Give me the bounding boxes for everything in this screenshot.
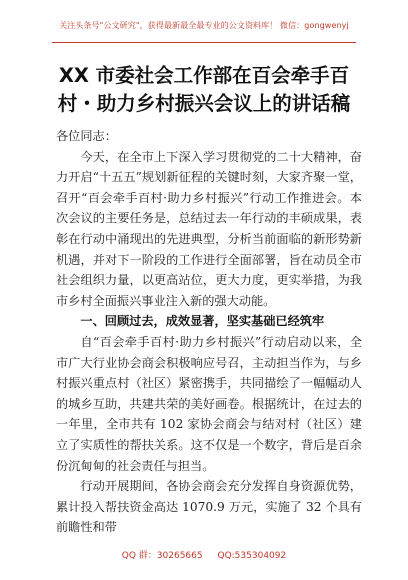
document-title: XX 市委社会工作部在百会牵手百村・助力乡村振兴会议上的讲话稿 bbox=[57, 64, 351, 115]
footer-contact bbox=[0, 548, 408, 561]
header-divider bbox=[52, 42, 356, 43]
intro-paragraph: 今天，在全市上下深入学习贯彻党的二十大精神，奋力开启“十五五”规划新征程的关键时刻，大家齐聚一堂，召开“百会牵手百村·助力乡村振兴”行动工作推进会。本次会议的主要任务是，总结过去一年行动的丰硕成果，表彰在行动中涌现出的先进典型，分析当前面临的新形势新机遇，并对下一阶段的工作进行全面部署，旨在动员全市社会组织力量，以更高站位，更大力度，更实举措，为我市乡村全面振兴事业注入新的强大动能。 bbox=[56, 149, 362, 308]
section1-paragraph-1: 自“百会牵手百村·助力乡村振兴”行动启动以来，全市广大行业协会商会积极响应号召，主动担当作为，与乡村振兴重点村（社区）紧密携手，共同描绘了一幅幅动人的城乡互助，共建共荣的美好画卷。根据统计，在过去的一年里，全市共有 102 家协会商会与结对村（社区）建立了实质性的帮扶关系。这不仅是一个数字，背后是百余份沉甸甸的社会责任与担当。 bbox=[56, 334, 362, 473]
footer-qq-group: QQ 群：30265665 bbox=[121, 551, 203, 561]
section1-paragraph-2: 行动开展期间，各协会商会充分发挥自身资源优势，累计投入帮扶资金高达 1070.9 万元，实施了 32 个具有前瞻性和带 bbox=[56, 479, 362, 535]
salutation: 各位同志： bbox=[56, 129, 117, 143]
footer-qq: QQ:535304092 bbox=[217, 551, 287, 561]
document-body bbox=[56, 126, 362, 538]
header-promo-note: 关注头条号"公文研究"，获得最新最全最专业的公文资料库！ 微信：gongwenyj bbox=[59, 21, 349, 30]
section-heading-1: 一、回顾过去，成效显著，坚实基础已经筑牢 bbox=[80, 314, 325, 329]
